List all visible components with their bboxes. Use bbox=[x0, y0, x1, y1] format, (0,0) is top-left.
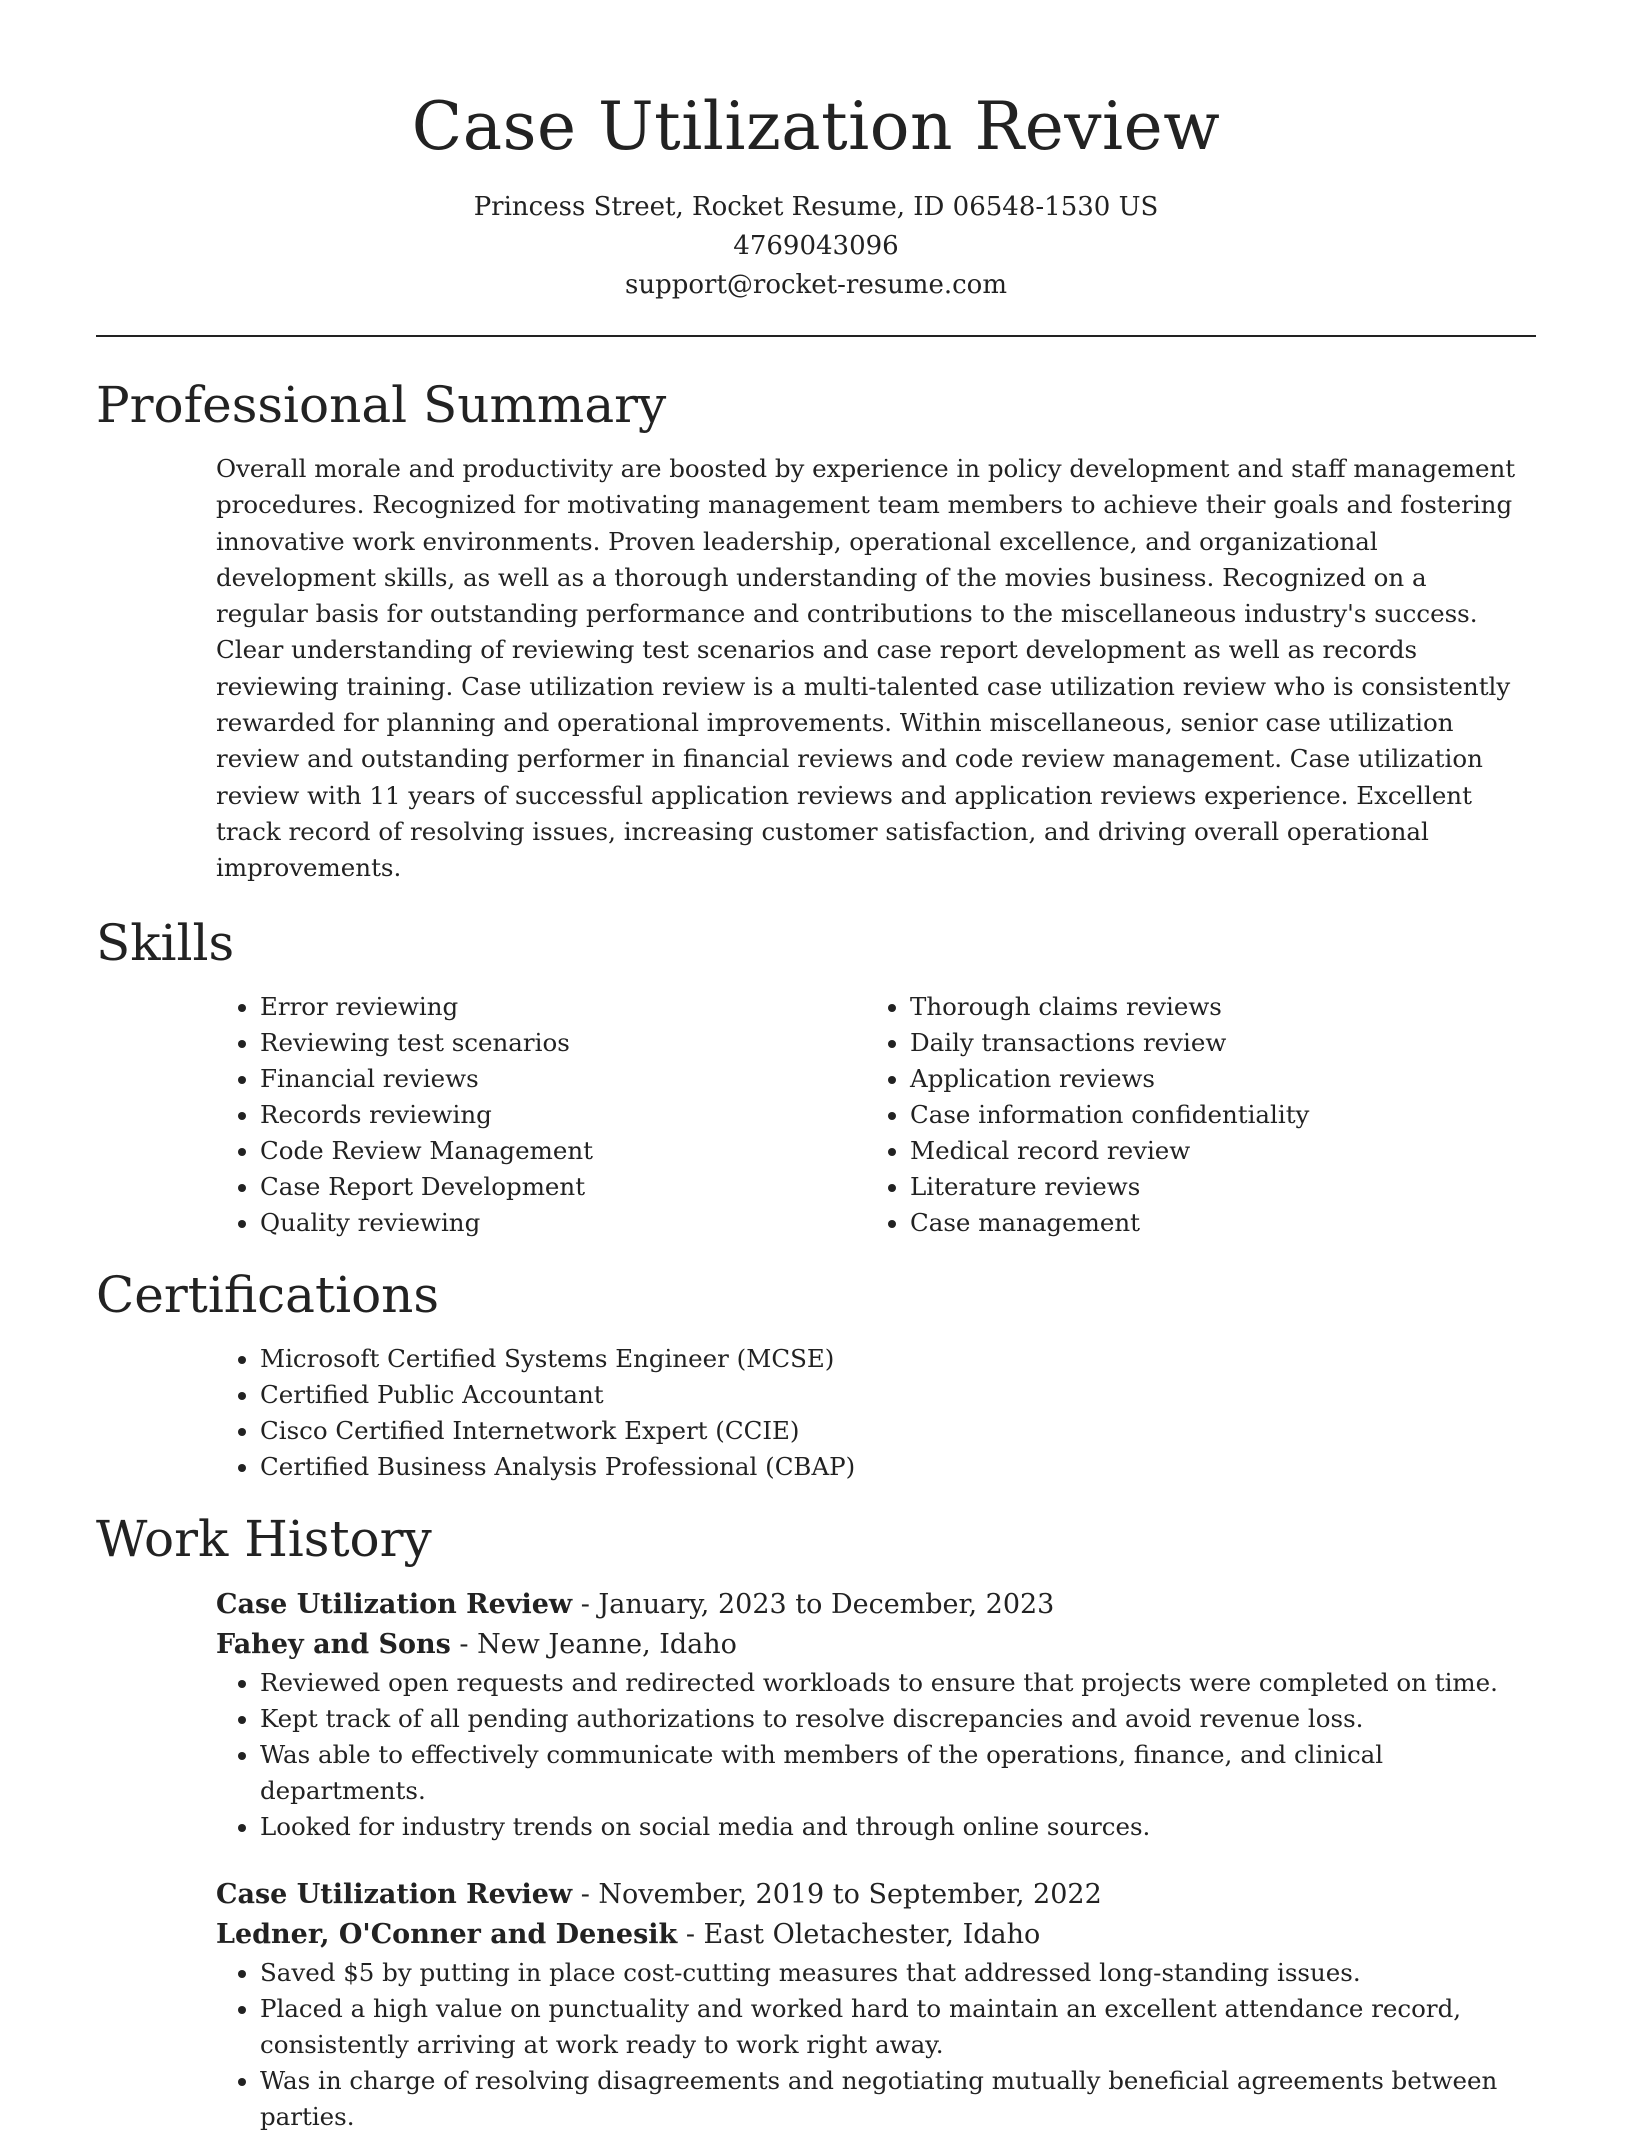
skills-list-right bbox=[866, 989, 1516, 1241]
contact-email: support@rocket-resume.com bbox=[624, 270, 1007, 300]
job-title-line bbox=[216, 1875, 1516, 1915]
certifications-list bbox=[216, 1341, 1516, 1485]
skills-column-left bbox=[216, 989, 866, 1241]
job-company-line bbox=[216, 1625, 1516, 1665]
skill-item: • Case Report Development bbox=[260, 1169, 866, 1205]
skill-item: • Quality reviewing bbox=[260, 1205, 866, 1241]
job-responsibilities bbox=[216, 1665, 1516, 1845]
job-location: - East Oletachester, Idaho bbox=[677, 1918, 1041, 1950]
responsibility-item: • Saved $5 by putting in place cost-cutting measures that addressed long-standing issues. bbox=[260, 1955, 1516, 1991]
skills-heading: Skills bbox=[96, 913, 235, 972]
job-responsibilities bbox=[216, 1955, 1516, 2135]
job-company: Fahey and Sons bbox=[216, 1628, 451, 1660]
skill-item: • Records reviewing bbox=[260, 1097, 866, 1133]
skill-item: • Financial reviews bbox=[260, 1061, 866, 1097]
responsibility-item: • Placed a high value on punctuality and worked hard to maintain an excellent attendance record, consistently arriving at work ready to work right away. bbox=[260, 1991, 1516, 2063]
skill-item: • Reviewing test scenarios bbox=[260, 1025, 866, 1061]
job-dates: - January, 2023 to December, 2023 bbox=[572, 1588, 1055, 1620]
skill-item: • Application reviews bbox=[910, 1061, 1516, 1097]
summary-heading: Professional Summary bbox=[96, 376, 667, 434]
job-company-line bbox=[216, 1915, 1516, 1955]
summary-section bbox=[96, 451, 1536, 887]
skill-item: • Daily transactions review bbox=[910, 1025, 1516, 1061]
summary-text: Overall morale and productivity are boosted by experience in policy development and staff management procedures. Recognized for motivating management team members to achieve their goals and fostering innovative work environments. Proven leadership, operational excellence, and organizational development skills, as well as a thorough understanding of the movies business. Recognized on a regular basis for outstanding performance and contributions to the miscellaneous industry's success. Clear understanding of reviewing test scenarios and case report development as well as records reviewing training. Case utilization review is a multi-talented case utilization review who is consistently rewarded for planning and operational improvements. Within miscellaneous, senior case utilization review and outstanding performer in financial reviews and code review management. Case utilization review with 11 years of successful application reviews and application reviews experience. Excellent track record of resolving issues, increasing customer satisfaction, and driving overall operational improvements. bbox=[216, 454, 1516, 883]
skill-item: • Case information confidentiality bbox=[910, 1097, 1516, 1133]
responsibility-item: • Reviewed open requests and redirected workloads to ensure that projects were completed on time. bbox=[260, 1665, 1516, 1701]
responsibility-item: • Kept track of all pending authorizations to resolve discrepancies and avoid revenue loss. bbox=[260, 1701, 1516, 1737]
responsibility-item: • Was able to effectively communicate with members of the operations, finance, and clinical departments. bbox=[260, 1737, 1516, 1809]
skill-item: • Case management bbox=[910, 1205, 1516, 1241]
contact-info bbox=[96, 188, 1536, 305]
certifications-section bbox=[96, 1341, 1536, 1485]
job-dates: - November, 2019 to September, 2022 bbox=[572, 1878, 1102, 1910]
job-title: Case Utilization Review bbox=[216, 1588, 573, 1620]
skills-column-right bbox=[866, 989, 1516, 1241]
certification-item: • Cisco Certified Internetwork Expert (CCIE) bbox=[260, 1413, 1516, 1449]
contact-phone: 4769043096 bbox=[733, 231, 899, 261]
contact-address: Princess Street, Rocket Resume, ID 06548-1530 US bbox=[473, 192, 1159, 222]
certification-item: • Certified Public Accountant bbox=[260, 1377, 1516, 1413]
job-location: - New Jeanne, Idaho bbox=[450, 1628, 737, 1660]
certification-item: • Microsoft Certified Systems Engineer (MCSE) bbox=[260, 1341, 1516, 1377]
skills-list-left bbox=[216, 989, 866, 1241]
job-company: Ledner, O'Conner and Denesik bbox=[216, 1918, 678, 1950]
responsibility-item: • Was in charge of resolving disagreements and negotiating mutually beneficial agreements between parties. bbox=[260, 2063, 1516, 2135]
job-title: Case Utilization Review bbox=[216, 1878, 573, 1910]
skills-grid bbox=[216, 989, 1516, 1241]
skill-item: • Code Review Management bbox=[260, 1133, 866, 1169]
responsibility-item: • Looked for industry trends on social media and through online sources. bbox=[260, 1809, 1516, 1845]
resume-header bbox=[96, 0, 1536, 305]
certification-item: • Certified Business Analysis Professional (CBAP) bbox=[260, 1449, 1516, 1485]
job-title-line bbox=[216, 1585, 1516, 1625]
skill-item: • Literature reviews bbox=[910, 1169, 1516, 1205]
skill-item: • Error reviewing bbox=[260, 989, 866, 1025]
candidate-name: Case Utilization Review bbox=[411, 88, 1221, 165]
header-divider bbox=[96, 335, 1536, 337]
skill-item: • Thorough claims reviews bbox=[910, 989, 1516, 1025]
job-entry bbox=[216, 1585, 1516, 1845]
work-history-section bbox=[96, 1585, 1536, 2135]
job-entry bbox=[216, 1875, 1516, 2135]
skill-item: • Medical record review bbox=[910, 1133, 1516, 1169]
skills-section bbox=[96, 989, 1536, 1241]
work-history-heading: Work History bbox=[96, 1509, 432, 1568]
certifications-heading: Certifications bbox=[96, 1265, 440, 1324]
